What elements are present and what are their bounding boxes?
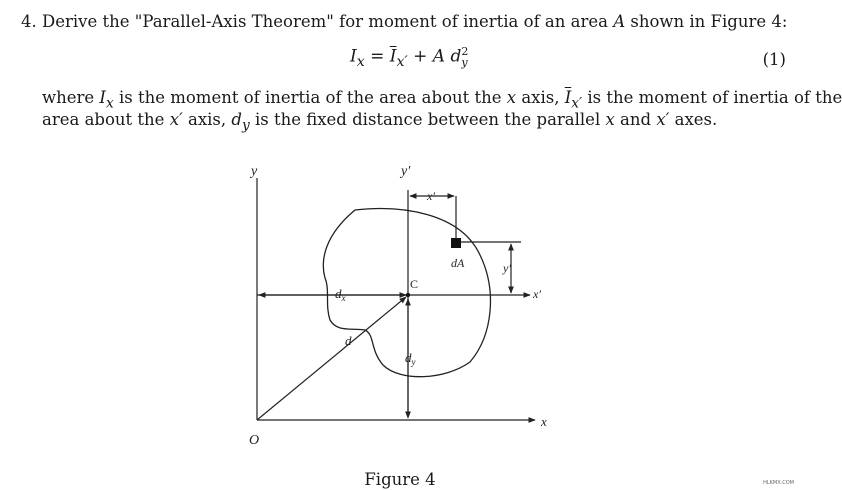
desc-symbol: x [605, 110, 615, 129]
desc-symbol: $\overline{I}$ [564, 88, 572, 107]
eq-lhs-sub: x [356, 53, 365, 70]
label-xprime-axis: x′ [533, 287, 541, 301]
label-dA: dA [451, 256, 465, 270]
desc-text: axis, [182, 110, 232, 129]
desc-text: is the moment of inertia of the area about the [113, 88, 507, 107]
parallel-axis-equation [350, 46, 468, 70]
desc-text: is the moment of inertia of the [582, 88, 842, 107]
desc-symbol: I [99, 88, 106, 107]
problem-number: 4. [21, 12, 37, 31]
desc-text: area about the [42, 110, 170, 129]
label-C: C [410, 277, 419, 291]
label-xprime-dim: x′ [427, 189, 435, 203]
desc-symbol: x′ [656, 110, 670, 129]
eq-term2-sub: y [461, 56, 468, 69]
desc-text: is the fixed distance between the parallel [249, 110, 606, 129]
desc-symbol: x′ [169, 110, 183, 129]
eq-lhs: I [350, 46, 357, 67]
desc-text: and [614, 110, 657, 129]
problem-text: Derive the [42, 12, 135, 31]
label-dx: $d_x$ [335, 286, 346, 303]
eq-term1: $\overline{I}$ [389, 46, 397, 67]
desc-symbol: d [231, 110, 242, 129]
equation-number: (1) [762, 50, 786, 69]
desc-text: where [42, 88, 100, 107]
theorem-name: "Parallel-Axis Theorem" [134, 12, 334, 31]
label-O: O [249, 433, 260, 448]
label-y-prime: y′ [401, 164, 411, 179]
eq-term2-sup: 2 [461, 45, 469, 58]
desc-symbol-sub: x′ [571, 95, 583, 112]
label-dy: $d_y$ [405, 350, 416, 367]
eq-plus: + [407, 46, 433, 67]
problem-text: shown in Figure 4: [625, 12, 788, 31]
label-x: x [541, 414, 547, 429]
desc-text: axis, [516, 88, 565, 107]
desc-symbol-sub: x [105, 95, 114, 112]
dA-element [451, 238, 461, 248]
eq-term1-sub: x′ [396, 53, 408, 70]
watermark: HLKMX.COM [763, 480, 794, 486]
desc-text: axes. [669, 110, 718, 129]
centroid-point [406, 293, 410, 297]
desc-symbol-sub: y [241, 117, 250, 134]
eq-scripts [461, 46, 468, 68]
eq-term2-d: d [450, 46, 462, 67]
label-yprime-dim: y′ [503, 261, 511, 275]
label-d: d [345, 333, 352, 348]
description-line-2 [42, 110, 717, 133]
figure-caption: Figure 4 [364, 470, 436, 489]
figure-4-diagram [225, 150, 565, 460]
area-symbol: A [613, 12, 626, 31]
desc-symbol: x [506, 88, 517, 107]
eq-term2-A: A [432, 46, 446, 67]
problem-statement [21, 12, 787, 31]
problem-text: for moment of inertia of an area [333, 12, 614, 31]
d-line [257, 297, 406, 420]
eq-equals: = [364, 46, 390, 67]
label-y: y [251, 164, 258, 179]
description-line-1 [42, 88, 842, 111]
